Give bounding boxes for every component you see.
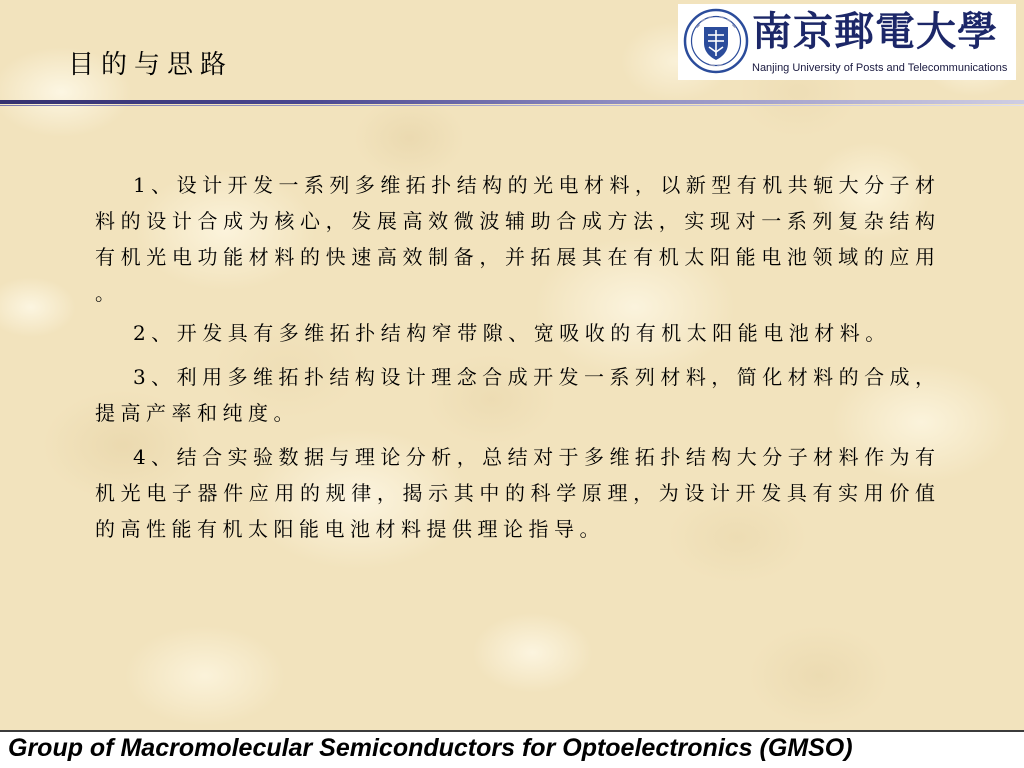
- paragraph-line: 机光电子器件应用的规律，揭示其中的科学原理，为设计开发具有实用价值: [95, 481, 940, 505]
- paragraph-line: 3、利用多维拓扑结构设计理念合成开发一系列材料，简化材料的合成，: [133, 365, 940, 389]
- paragraph: [95, 359, 940, 431]
- paragraph-line: 提高产率和纯度。: [95, 401, 299, 425]
- university-seal-icon: [683, 8, 749, 74]
- paragraph-line: 的高性能有机太阳能电池材料提供理论指导。: [95, 517, 605, 541]
- paragraph: [95, 439, 940, 547]
- header-divider-underline: [0, 105, 1024, 106]
- footer-group-name: Group of Macromolecular Semiconductors for Optoelectronics (GMSO): [8, 734, 853, 762]
- paragraph-line: 1、设计开发一系列多维拓扑结构的光电材料，以新型有机共轭大分子材: [133, 173, 940, 197]
- logo-chinese-name: 南京郵電大學: [752, 8, 998, 55]
- header-divider: [0, 100, 1024, 104]
- paragraph-line: 料的设计合成为核心，发展高效微波辅助合成方法，实现对一系列复杂结构: [95, 209, 940, 233]
- slide-body: [95, 167, 940, 555]
- paragraph: [95, 167, 940, 311]
- paragraph-line: 。: [95, 281, 121, 305]
- paragraph-line: 有机光电功能材料的快速高效制备，并拓展其在有机太阳能电池领域的应用: [95, 245, 940, 269]
- paragraph-line: 2、开发具有多维拓扑结构窄带隙、宽吸收的有机太阳能电池材料。: [133, 321, 891, 345]
- paragraph-line: 4、结合实验数据与理论分析，总结对于多维拓扑结构大分子材料作为有: [133, 445, 940, 469]
- footer: [0, 730, 1024, 768]
- paragraph: [95, 315, 940, 351]
- logo-english-name: Nanjing University of Posts and Telecommunications: [752, 62, 1008, 74]
- university-logo: [678, 4, 1016, 80]
- footer-divider: [0, 730, 1024, 732]
- slide-title: 目的与思路: [68, 50, 234, 80]
